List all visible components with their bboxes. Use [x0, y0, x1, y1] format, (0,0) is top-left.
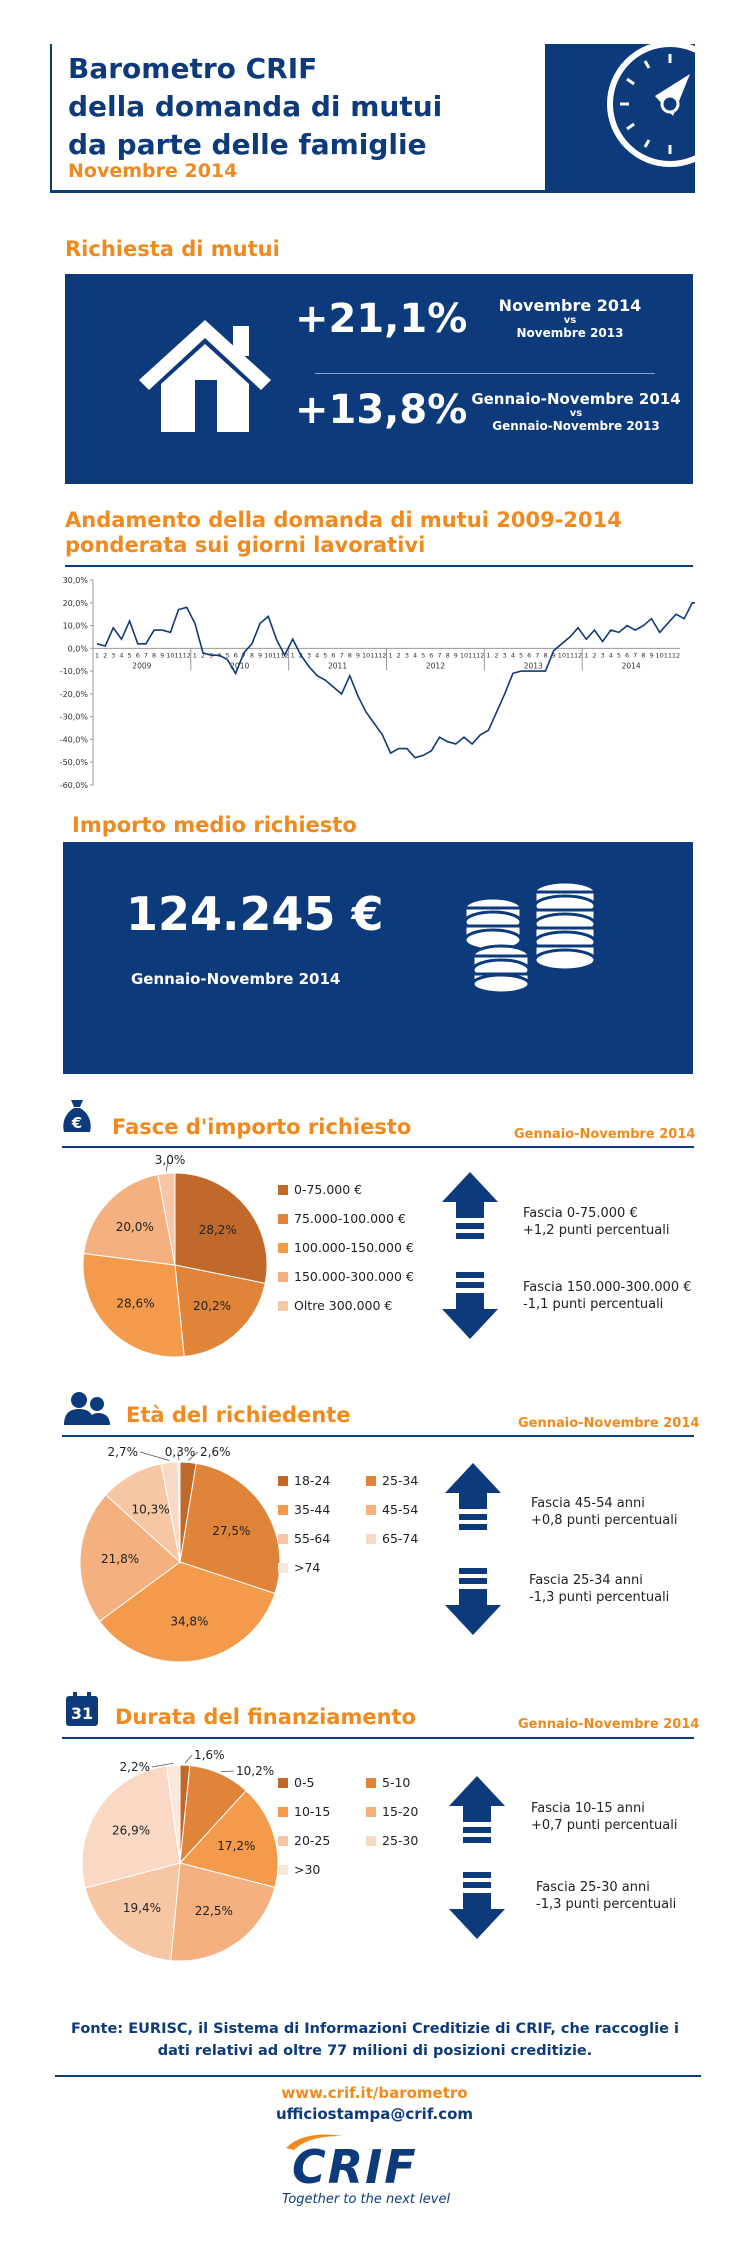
- importo-value: 124.245 €: [126, 887, 384, 941]
- x-year-label: 2013: [523, 661, 543, 671]
- legend-swatch: [366, 1778, 376, 1788]
- andamento-rule: [65, 565, 693, 567]
- eta-section-title: Età del richiedente: [126, 1403, 351, 1427]
- eta-down-note: [529, 1572, 669, 1606]
- y-tick-label: 30,0%: [62, 576, 88, 585]
- header-corner-box: [545, 44, 695, 193]
- x-month-label: 12: [378, 651, 387, 660]
- durata-up-note-line1: Fascia 10-15 anni: [531, 1801, 645, 1816]
- x-month-label: 7: [241, 651, 246, 660]
- house-icon: [137, 316, 273, 436]
- x-month-label: 1: [94, 651, 100, 660]
- legend-label: >30: [294, 1862, 321, 1877]
- arrow-down-icon: [440, 1272, 500, 1340]
- durata-section-title: Durata del finanziamento: [115, 1705, 416, 1729]
- x-month-label: 10: [557, 651, 566, 660]
- pie-data-label: 20,2%: [192, 1298, 232, 1313]
- y-tick-label: -20,0%: [59, 689, 88, 699]
- eta-legend: [278, 1466, 454, 1582]
- x-month-label: 5: [518, 651, 524, 660]
- legend-label: 75.000-100.000 €: [294, 1211, 406, 1226]
- x-month-label: 11: [272, 651, 281, 660]
- fasce-down-note: [523, 1279, 692, 1313]
- x-month-label: 2: [103, 651, 108, 660]
- x-month-label: 9: [160, 651, 165, 660]
- eta-up-note-line2: +0,8 punti percentuali: [531, 1513, 678, 1528]
- x-month-label: 1: [486, 651, 491, 660]
- crif-logo: [282, 2130, 482, 2210]
- pie-data-label: 20,0%: [115, 1220, 154, 1235]
- arrow-up-icon: [443, 1463, 503, 1531]
- x-month-label: 11: [174, 651, 183, 660]
- y-tick-label: -60,0%: [59, 781, 88, 790]
- eta-down-note-line1: Fascia 25-34 anni: [529, 1573, 643, 1588]
- richiesta-panel: [65, 274, 693, 484]
- x-month-label: 3: [600, 651, 605, 660]
- andamento-line-chart: [45, 570, 695, 800]
- fasce-pie-chart: [70, 1150, 290, 1370]
- x-month-label: 7: [437, 651, 442, 660]
- title-line-1: Barometro CRIF: [68, 52, 318, 85]
- x-month-label: 10: [264, 651, 273, 660]
- legend-item: [278, 1826, 366, 1855]
- pie-data-label: 3,0%: [154, 1153, 186, 1167]
- fasce-rule: [62, 1146, 694, 1148]
- legend-label: 25-34: [382, 1473, 419, 1488]
- legend-item: [278, 1233, 448, 1262]
- legend-swatch: [278, 1865, 288, 1875]
- legend-label: 18-24: [294, 1473, 331, 1488]
- x-month-label: 3: [306, 651, 312, 660]
- legend-item: [278, 1175, 448, 1204]
- legend-swatch: [278, 1476, 288, 1486]
- legend-label: 0-5: [294, 1775, 315, 1790]
- x-month-label: 6: [429, 651, 434, 660]
- calendar-number: 31: [70, 1704, 94, 1723]
- legend-swatch: [278, 1534, 288, 1544]
- richiesta-row1-label-group: [470, 296, 670, 340]
- richiesta-row2-label-group: [463, 390, 689, 433]
- x-month-label: 6: [233, 651, 238, 660]
- header-period: Novembre 2014: [68, 160, 238, 182]
- legend-label: 55-64: [294, 1531, 331, 1546]
- x-month-label: 4: [315, 651, 320, 660]
- x-month-label: 4: [119, 651, 124, 660]
- pie-data-label: 28,6%: [116, 1296, 155, 1311]
- x-month-label: 12: [574, 651, 583, 660]
- pie-leader-line: [185, 1755, 192, 1763]
- pie-data-label: 10,3%: [131, 1502, 170, 1517]
- legend-swatch: [278, 1301, 288, 1311]
- legend-swatch: [366, 1505, 376, 1515]
- x-month-label: 10: [655, 651, 664, 660]
- x-month-label: 10: [459, 651, 469, 660]
- y-tick-label: 10,0%: [62, 621, 88, 631]
- arrow-up-icon: [447, 1776, 507, 1844]
- andamento-title-line2: ponderata sui giorni lavorativi: [65, 533, 426, 557]
- legend-swatch: [278, 1214, 288, 1224]
- eta-down-note-line2: -1,3 punti percentuali: [529, 1590, 670, 1605]
- legend-item: [366, 1768, 454, 1797]
- legend-item: [278, 1204, 448, 1233]
- legend-item: [366, 1826, 454, 1855]
- legend-item: [278, 1855, 366, 1884]
- email-link[interactable]: ufficiostampa@crif.com: [275, 2105, 474, 2123]
- legend-item: [366, 1466, 454, 1495]
- svg-text:€: €: [71, 1114, 83, 1132]
- x-month-label: 1: [584, 651, 589, 660]
- legend-swatch: [278, 1243, 288, 1253]
- richiesta-row2-label: Gennaio-Novembre 2014: [471, 390, 681, 408]
- logo-tagline: Together to the next level: [282, 2192, 451, 2207]
- legend-swatch: [366, 1476, 376, 1486]
- x-month-label: 4: [217, 651, 222, 660]
- legend-item: [278, 1495, 366, 1524]
- pie-data-label: 2,2%: [119, 1760, 150, 1774]
- x-month-label: 3: [111, 651, 116, 660]
- x-month-label: 11: [663, 651, 672, 660]
- legend-item: [278, 1466, 366, 1495]
- legend-item: [278, 1291, 448, 1320]
- legend-label: 10-15: [294, 1804, 331, 1819]
- richiesta-row1-compare: Novembre 2013: [516, 326, 624, 340]
- pie-data-label: 1,6%: [194, 1748, 225, 1762]
- pie-data-label: 28,2%: [198, 1223, 237, 1238]
- header-left-border: [50, 44, 52, 192]
- x-month-label: 3: [404, 651, 409, 660]
- andamento-title-line1: Andamento della domanda di mutui 2009-2014: [65, 508, 622, 532]
- source-note: [55, 2018, 695, 2062]
- eta-rule: [62, 1435, 694, 1437]
- legend-label: Oltre 300.000 €: [294, 1298, 393, 1313]
- x-month-label: 2: [396, 651, 401, 660]
- richiesta-section-title: Richiesta di mutui: [65, 237, 280, 261]
- x-month-label: 9: [355, 651, 361, 660]
- durata-legend: [278, 1768, 454, 1884]
- richiesta-row1-label: Novembre 2014: [498, 296, 642, 315]
- x-year-label: 2009: [132, 661, 152, 671]
- x-month-label: 1: [388, 651, 393, 660]
- y-tick-label: -50,0%: [59, 758, 88, 768]
- x-month-label: 6: [625, 651, 630, 660]
- fasce-down-note-line1: Fascia 150.000-300.000 €: [523, 1280, 692, 1295]
- legend-item: [366, 1797, 454, 1826]
- pie-data-label: 21,8%: [101, 1551, 140, 1566]
- title-line-2: della domanda di mutui: [68, 90, 443, 123]
- pie-data-label: 17,2%: [217, 1839, 256, 1854]
- x-month-label: 5: [225, 651, 230, 660]
- y-tick-label: -40,0%: [59, 735, 88, 745]
- arrow-up-icon: [440, 1172, 500, 1240]
- durata-period: Gennaio-Novembre 2014: [518, 1717, 700, 1732]
- richiesta-row1-vs: vs: [563, 315, 577, 326]
- fasce-down-note-line2: -1,1 punti percentuali: [523, 1297, 664, 1312]
- pie-data-label: 34,8%: [170, 1614, 209, 1629]
- legend-label: 0-75.000 €: [294, 1182, 363, 1197]
- durata-up-note-line2: +0,7 punti percentuali: [531, 1818, 678, 1833]
- fasce-up-note: [523, 1205, 670, 1239]
- legend-item: [366, 1524, 454, 1553]
- legend-swatch: [278, 1836, 288, 1846]
- eta-up-note: [531, 1495, 678, 1529]
- x-month-label: 5: [127, 651, 132, 660]
- x-month-label: 12: [280, 651, 289, 660]
- richiesta-row1-value: +21,1%: [295, 296, 468, 342]
- legend-label: 35-44: [294, 1502, 331, 1517]
- x-month-label: 6: [527, 651, 532, 660]
- fasce-legend: [278, 1175, 448, 1320]
- legend-label: 150.000-300.000 €: [294, 1269, 414, 1284]
- richiesta-row2-vs: vs: [569, 408, 583, 419]
- legend-swatch: [366, 1534, 376, 1544]
- y-tick-label: -10,0%: [59, 667, 88, 677]
- x-month-label: 7: [339, 651, 344, 660]
- legend-swatch: [278, 1505, 288, 1515]
- fasce-up-note-line1: Fascia 0-75.000 €: [523, 1206, 638, 1221]
- pie-data-label: 22,5%: [194, 1904, 233, 1919]
- logo-text: CRIF: [292, 2140, 418, 2194]
- legend-label: 65-74: [382, 1531, 419, 1546]
- fasce-period: Gennaio-Novembre 2014: [514, 1127, 696, 1142]
- x-month-label: 8: [249, 651, 255, 660]
- x-month-label: 5: [421, 651, 426, 660]
- x-month-label: 2: [494, 651, 499, 660]
- legend-label: 5-10: [382, 1775, 411, 1790]
- durata-rule: [62, 1737, 694, 1739]
- people-icon: [62, 1391, 112, 1427]
- x-month-label: 12: [476, 651, 485, 660]
- pie-data-label: 27,5%: [212, 1523, 251, 1538]
- x-month-label: 8: [347, 651, 352, 660]
- x-month-label: 5: [616, 651, 621, 660]
- legend-item: [278, 1797, 366, 1826]
- legend-item: [278, 1524, 366, 1553]
- x-year-label: 2010: [230, 661, 250, 671]
- richiesta-row2-value: +13,8%: [295, 387, 468, 433]
- legend-item: [366, 1495, 454, 1524]
- legend-label: 20-25: [294, 1833, 331, 1848]
- legend-item: [278, 1553, 366, 1582]
- legend-label: 25-30: [382, 1833, 419, 1848]
- durata-down-note-line1: Fascia 25-30 anni: [536, 1880, 650, 1895]
- x-month-label: 6: [135, 651, 140, 660]
- legend-swatch: [278, 1272, 288, 1282]
- legend-label: >74: [294, 1560, 321, 1575]
- x-month-label: 2: [298, 651, 303, 660]
- x-month-label: 3: [502, 651, 507, 660]
- legend-item: [278, 1262, 448, 1291]
- legend-swatch: [278, 1778, 288, 1788]
- x-month-label: 11: [370, 651, 379, 660]
- x-year-label: 2014: [621, 661, 641, 671]
- pie-data-label: 10,2%: [236, 1764, 275, 1778]
- x-month-label: 12: [671, 651, 681, 660]
- x-year-label: 2011: [328, 661, 348, 671]
- pie-data-label: 2,7%: [107, 1445, 138, 1459]
- importo-section-title: Importo medio richiesto: [72, 813, 357, 837]
- x-month-label: 9: [649, 651, 654, 660]
- x-month-label: 11: [467, 651, 477, 660]
- x-month-label: 8: [543, 651, 548, 660]
- pie-data-label: 26,9%: [111, 1823, 151, 1838]
- durata-pie-chart: [70, 1745, 300, 1975]
- legend-swatch: [278, 1563, 288, 1573]
- pie-data-label: 0,3%: [164, 1445, 196, 1459]
- x-month-label: 1: [192, 651, 197, 660]
- importo-period: Gennaio-Novembre 2014: [131, 970, 341, 988]
- legend-swatch: [366, 1807, 376, 1817]
- x-month-label: 10: [361, 651, 371, 660]
- richiesta-divider: [315, 373, 655, 374]
- arrow-down-icon: [443, 1568, 503, 1636]
- x-month-label: 12: [182, 651, 191, 660]
- arrow-down-icon: [447, 1872, 507, 1940]
- x-month-label: 9: [551, 651, 556, 660]
- eta-pie-chart: [70, 1440, 290, 1670]
- x-month-label: 8: [152, 651, 157, 660]
- durata-down-note: [536, 1879, 676, 1913]
- x-month-label: 3: [209, 651, 214, 660]
- coins-icon: [463, 880, 603, 995]
- x-month-label: 8: [641, 651, 646, 660]
- source-line1: Fonte: EURISC, il Sistema di Informazioni Creditizie di CRIF, che raccoglie i: [71, 2021, 679, 2037]
- eta-up-note-line1: Fascia 45-54 anni: [531, 1496, 645, 1511]
- pie-data-label: 19,4%: [122, 1900, 162, 1915]
- footer-rule: [55, 2075, 701, 2077]
- header-title: [68, 50, 442, 164]
- eta-period: Gennaio-Novembre 2014: [518, 1416, 700, 1431]
- x-month-label: 7: [535, 651, 540, 660]
- fasce-section-title: Fasce d'importo richiesto: [112, 1115, 412, 1139]
- durata-down-note-line2: -1,3 punti percentuali: [536, 1897, 677, 1912]
- legend-swatch: [278, 1807, 288, 1817]
- x-month-label: 4: [608, 651, 613, 660]
- series-line: [94, 603, 695, 758]
- x-month-label: 7: [143, 651, 148, 660]
- x-year-label: 2012: [425, 661, 445, 671]
- source-line2: dati relativi ad oltre 77 milioni di posizioni creditizie.: [157, 2043, 593, 2059]
- calendar-icon: [66, 1692, 98, 1726]
- x-month-label: 9: [258, 651, 263, 660]
- money-bag-icon: [62, 1098, 92, 1136]
- x-month-label: 11: [565, 651, 575, 660]
- y-tick-label: 0,0%: [67, 644, 88, 654]
- pie-leader-line: [221, 1771, 234, 1772]
- importo-panel: [63, 842, 693, 1074]
- website-link[interactable]: www.crif.it/barometro: [281, 2084, 468, 2102]
- x-month-label: 4: [510, 651, 515, 660]
- pie-data-label: 2,6%: [200, 1445, 231, 1459]
- y-tick-label: -30,0%: [59, 712, 88, 722]
- x-month-label: 4: [412, 651, 418, 660]
- legend-label: 45-54: [382, 1502, 419, 1517]
- durata-up-note: [531, 1800, 678, 1834]
- x-month-label: 10: [166, 651, 175, 660]
- legend-swatch: [366, 1836, 376, 1846]
- title-line-3: da parte delle famiglie: [68, 128, 427, 161]
- x-month-label: 9: [453, 651, 458, 660]
- x-month-label: 7: [633, 651, 638, 660]
- x-month-label: 8: [445, 651, 450, 660]
- x-month-label: 5: [323, 651, 328, 660]
- x-month-label: 2: [592, 651, 597, 660]
- x-month-label: 1: [290, 651, 295, 660]
- legend-label: 15-20: [382, 1804, 419, 1819]
- x-month-label: 6: [331, 651, 336, 660]
- barometer-gauge-icon: [545, 44, 695, 193]
- legend-item: [278, 1768, 366, 1797]
- fasce-up-note-line2: +1,2 punti percentuali: [523, 1223, 670, 1238]
- x-month-label: 2: [200, 651, 206, 660]
- legend-swatch: [278, 1185, 288, 1195]
- richiesta-row2-compare: Gennaio-Novembre 2013: [492, 419, 660, 433]
- andamento-title: [65, 508, 622, 558]
- legend-label: 100.000-150.000 €: [294, 1240, 414, 1255]
- y-tick-label: 20,0%: [62, 598, 88, 608]
